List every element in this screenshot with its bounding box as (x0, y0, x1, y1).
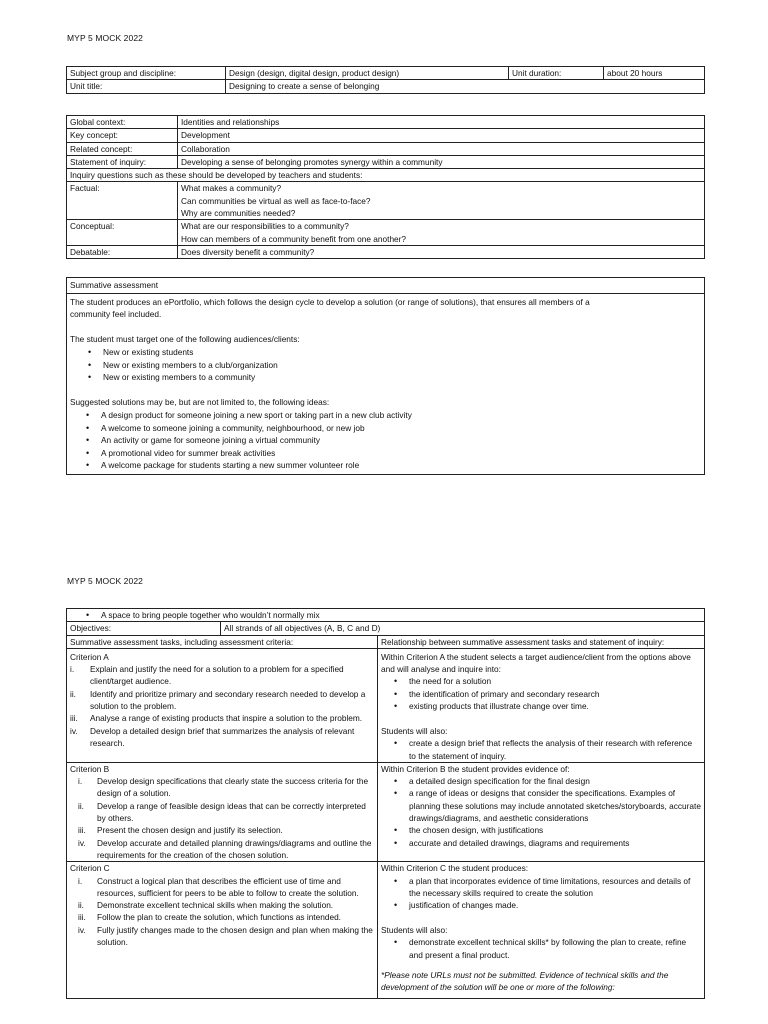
item-number: ii. (78, 800, 84, 811)
item-text: Explain and justify the need for a solution to a problem for a specified client/target audience. (90, 664, 344, 687)
item-number: ii. (78, 900, 84, 911)
item-text: Present the chosen design and justify its selection. (97, 825, 283, 836)
list-item: • the identification of primary and secondary research (381, 688, 701, 700)
list-item (70, 712, 374, 724)
page-header: MYP 5 MOCK 2022 (67, 576, 143, 586)
item-text: Develop design specifications that clearly state the success criteria for the design of a solution. (97, 776, 369, 799)
criterion-a-relationship (378, 648, 705, 762)
summative-intro-line: The student produces an ePortfolio, which follows the design cycle to develop a solution (or range of solutions), that ensures all members of a (70, 296, 590, 307)
criterion-c-bullets (381, 875, 701, 912)
list-item: • demonstrate excellent technical skills* by following the plan to create, refine and present a final product. (381, 936, 701, 961)
relationship-column-heading: Relationship between summative assessment tasks and statement of inquiry: (378, 635, 705, 648)
criterion-b-relationship (378, 762, 705, 861)
list-item (70, 688, 374, 713)
list-item (70, 775, 374, 800)
criterion-a-also-bullets (381, 737, 701, 762)
item-number: ii. (70, 688, 76, 699)
inquiry-table (66, 115, 705, 259)
list-item (70, 837, 374, 862)
key-concept-value: Development (178, 129, 705, 142)
factual-question: Why are communities needed? (181, 208, 296, 219)
item-text: Construct a logical plan that describes the efficient use of time and resources, sufficient for peers to be able to follow to create the solution. (97, 875, 359, 898)
item-text: Follow the plan to create the solution, which functions as intended. (97, 912, 341, 923)
list-item (70, 824, 374, 836)
item-text: Fully justify changes made to the chosen design and plan when making the solution. (97, 924, 373, 948)
item-text: Identify and prioritize primary and secondary research needed to develop a solution to the problem. (90, 688, 366, 712)
list-item: • a range of ideas or designs that consider the specifications. Examples of planning these solutions may include annotated sketches/storyboards, accurate drawings/diagrams, and aesthetic considerations (381, 787, 701, 824)
key-concept-label: Key concept: (67, 129, 178, 142)
debatable-label: Debatable: (67, 245, 178, 258)
factual-questions (178, 182, 705, 220)
summative-body (67, 293, 705, 474)
item-text: Analyse a range of existing products that inspire a solution to the problem. (90, 713, 363, 724)
criterion-a-tasks (67, 648, 378, 762)
conceptual-label: Conceptual: (67, 220, 178, 246)
list-item: • create a design brief that reflects the analysis of their research with reference to the statement of inquiry. (381, 737, 701, 762)
criterion-c-title: Criterion C (70, 863, 110, 874)
list-item (70, 911, 374, 923)
solutions-heading: Suggested solutions may be, but are not limited to, the following ideas: (70, 397, 330, 408)
list-item: • A space to bring people together who wouldn’t normally mix (70, 609, 701, 621)
unit-info-table (66, 66, 705, 94)
conceptual-questions (178, 220, 705, 246)
list-item: • An activity or game for someone joining a virtual community (70, 434, 701, 447)
students-also-label: Students will also: (381, 925, 448, 936)
list-item (70, 663, 374, 688)
tasks-column-heading: Summative assessment tasks, including assessment criteria: (67, 635, 378, 648)
factual-label: Factual: (67, 182, 178, 220)
conceptual-question: What are our responsibilities to a community? (181, 221, 349, 232)
factual-question: Can communities be virtual as well as face-to-face? (181, 195, 371, 206)
list-item: • New or existing students (70, 346, 701, 359)
item-number: i. (78, 776, 83, 787)
item-number: iii. (70, 713, 78, 724)
summative-heading: Summative assessment (67, 278, 705, 294)
list-item (70, 800, 374, 825)
criterion-c-also-bullets (381, 936, 701, 961)
subject-value: Design (design, digital design, product design) (226, 67, 509, 80)
criterion-a-intro: Within Criterion A the student selects a target audience/client from the options above and will analyse and inquire into: (381, 651, 691, 675)
item-text: Develop a detailed design brief that summarizes the analysis of relevant research. (90, 725, 355, 748)
item-number: iv. (78, 837, 86, 848)
solutions-list-continued (70, 609, 701, 621)
list-item: • New or existing members to a community (70, 371, 701, 384)
list-item: • the need for a solution (381, 675, 701, 687)
item-text: Demonstrate excellent technical skills when making the solution. (97, 900, 334, 911)
criteria-table (66, 608, 705, 999)
criterion-a-bullets (381, 675, 701, 712)
item-number: iii. (78, 912, 86, 923)
list-item (70, 725, 374, 750)
criterion-b-bullets (381, 775, 701, 849)
global-context-value: Identities and relationships (178, 116, 705, 129)
item-number: i. (78, 875, 83, 886)
list-item: • New or existing members to a club/organization (70, 359, 701, 372)
page-header: MYP 5 MOCK 2022 (67, 33, 143, 43)
statement-label: Statement of inquiry: (67, 155, 178, 168)
item-number: iv. (78, 924, 86, 935)
list-item: • justification of changes made. (381, 899, 701, 911)
continued-solution-cell (67, 609, 705, 622)
criterion-b-title: Criterion B (70, 763, 110, 774)
target-audience-heading: The student must target one of the following audiences/clients: (70, 334, 300, 345)
factual-question: What makes a community? (181, 183, 282, 194)
criterion-c-tasks (67, 862, 378, 999)
criterion-c-intro: Within Criterion C the student produces: (381, 863, 529, 874)
criterion-b-tasks (67, 762, 378, 861)
criterion-a-list (70, 663, 374, 749)
item-number: i. (70, 664, 75, 675)
global-context-label: Global context: (67, 116, 178, 129)
criterion-a-title: Criterion A (70, 651, 109, 662)
summative-assessment-table (66, 277, 705, 475)
unit-title-label: Unit title: (67, 80, 226, 93)
students-also-label: Students will also: (381, 725, 448, 736)
list-item: • A welcome package for students starting a new summer volunteer role (70, 459, 701, 472)
solutions-list (70, 409, 701, 472)
item-text: Develop accurate and detailed planning drawings/diagrams and outline the requirements for the creation of the chosen solution. (97, 837, 372, 860)
summative-intro-line: community feel included. (70, 309, 162, 320)
list-item: • A design product for someone joining a new sport or taking part in a new club activity (70, 409, 701, 422)
conceptual-question: How can members of a community benefit from one another? (181, 233, 407, 244)
duration-label: Unit duration: (509, 67, 604, 80)
item-number: iii. (78, 825, 86, 836)
list-item: • existing products that illustrate change over time. (381, 700, 701, 712)
criterion-b-intro: Within Criterion B the student provides evidence of: (381, 763, 570, 774)
list-item (70, 875, 374, 900)
related-concept-label: Related concept: (67, 142, 178, 155)
audience-list (70, 346, 701, 384)
objectives-label: Objectives: (67, 622, 221, 635)
statement-value: Developing a sense of belonging promotes synergy within a community (178, 155, 705, 168)
objectives-value: All strands of all objectives (A, B, C and D) (221, 622, 705, 635)
item-text: Develop a range of feasible design ideas that can be correctly interpreted by others. (97, 800, 366, 824)
duration-value: about 20 hours (604, 67, 705, 80)
list-item (70, 924, 374, 949)
list-item: • A welcome to someone joining a community, neighbourhood, or new job (70, 422, 701, 435)
list-item: • a plan that incorporates evidence of time limitations, resources and details of the necessary skills required to create the solution (381, 875, 701, 900)
debatable-question: Does diversity benefit a community? (181, 246, 315, 257)
list-item: • accurate and detailed drawings, diagrams and requirements (381, 837, 701, 849)
criterion-c-list (70, 875, 374, 949)
criterion-c-relationship (378, 862, 705, 999)
list-item: • a detailed design specification for the final design (381, 775, 701, 787)
related-concept-value: Collaboration (178, 142, 705, 155)
list-item: • A promotional video for summer break activities (70, 447, 701, 460)
item-number: iv. (70, 725, 78, 736)
list-item (70, 899, 374, 911)
subject-label: Subject group and discipline: (67, 67, 226, 80)
inquiry-questions-heading: Inquiry questions such as these should be developed by teachers and students: (67, 169, 705, 182)
debatable-questions (178, 245, 705, 258)
list-item: • the chosen design, with justifications (381, 824, 701, 836)
technical-skills-note: *Please note URLs must not be submitted. Evidence of technical skills and the development of the solution will be one or more of the following: (381, 969, 669, 993)
unit-title-value: Designing to create a sense of belonging (226, 80, 705, 93)
criterion-b-list (70, 775, 374, 861)
